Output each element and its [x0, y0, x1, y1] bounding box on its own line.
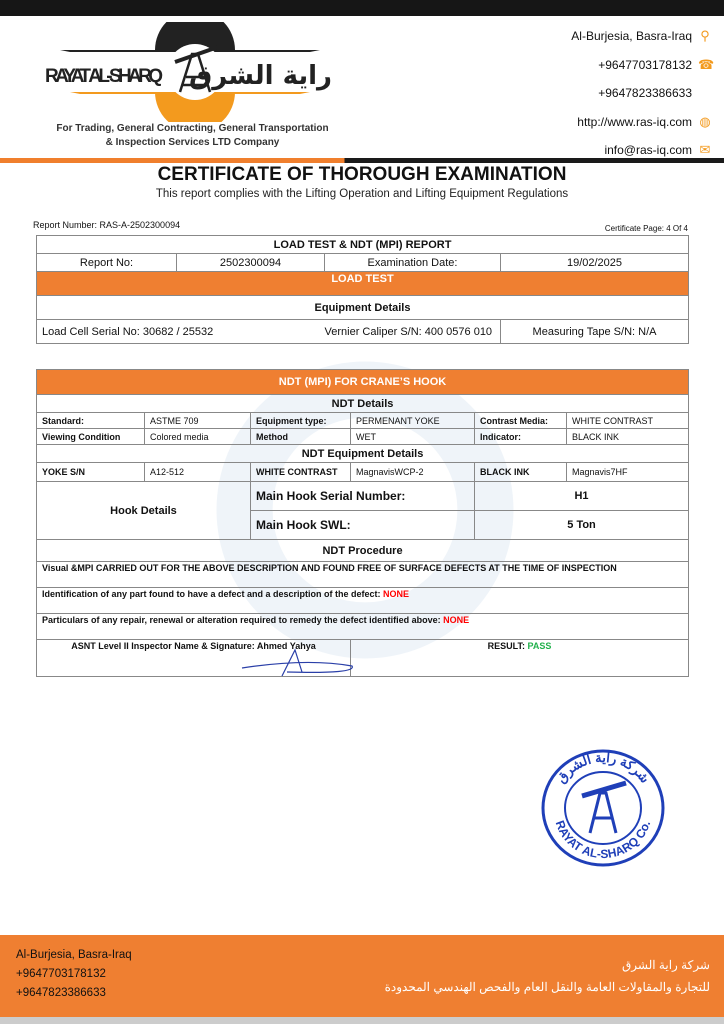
- load-test-heading: LOAD TEST: [37, 272, 689, 296]
- page-subtitle: This report complies with the Lifting Operation and Lifting Equipment Regulations: [155, 188, 569, 200]
- company-logo: [40, 22, 340, 122]
- footer: Al-Burjesia, Basra-Iraq +9647703178132 +9647823386633 شركة راية الشرق للتجارة والمقاولات العامة والنقل العام والفحص الهندسي المحدودة: [0, 935, 724, 1017]
- report-number: Report Number: RAS-A-2502300094: [33, 220, 181, 230]
- phone-icon: ☎: [698, 56, 715, 72]
- load-test-table: LOAD TEST & NDT (MPI) REPORT Report No: 2502300094 Examination Date: 19/02/2025 LOAD TEST Equipment Details Load Cell Serial No: 30682 / 25532 Vernier Caliper S/N: 400 0576 010 Measuring Tape S/N: N/A: [36, 235, 689, 344]
- top-bar: [0, 0, 724, 16]
- ndt-heading: NDT (MPI) FOR CRANE’S HOOK: [37, 370, 689, 395]
- svg-text:RAYAT AL-SHARQ Co.: RAYAT AL-SHARQ Co.: [552, 818, 654, 862]
- svg-text:شركة راية الشرق: شركة راية الشرق: [553, 749, 653, 786]
- globe-icon: ◍: [699, 113, 711, 129]
- company-tagline: For Trading, General Contracting, General Transportation & Inspection Services LTD Company: [56, 123, 329, 148]
- company-stamp: [540, 748, 666, 868]
- svg-text:RAYAT AL-SHARQ: RAYAT AL-SHARQ: [45, 66, 163, 87]
- location-pin-icon: ⚲: [700, 28, 710, 44]
- mail-icon: ✉: [699, 142, 711, 158]
- ndt-table: NDT (MPI) FOR CRANE’S HOOK NDT Details Standard: ASTME 709 Equipment type: PERMENANT YOKE Contrast Media: WHITE CONTRAST Viewing Condition Colored media Method WET Indicator: BLACK INK NDT Equipment Details YOKE S/N A12-512 WHITE CONTRAST MagnavisWCP-2 BLACK INK Magnavis7HF Hook Details Main Hook Serial Number: H1 Main Hook SWL: 5 Ton NDT Procedure Visual &MPI CARRIED OUT FOR THE ABOVE DESCRIPTION AND FOUND FREE OF SURFACE DEFECTS AT THE TIME OF INSPECTION Identification of any part found to have a defect and a description of the defect: NONE Particulars of any repair, renewal or alteration required to remedy the defect identified above: NONE ASNT Level II Inspector Name & Signature: Ahmed Yahya RESULT: PASS: [36, 369, 689, 677]
- svg-text:راية الشرق: راية الشرق: [188, 61, 332, 91]
- certificate-page: Certificate Page: 4 Of 4: [604, 224, 688, 233]
- email-link[interactable]: info@ras-iq.com: [604, 143, 692, 157]
- result: RESULT: PASS: [351, 640, 689, 677]
- header-divider: [0, 158, 724, 163]
- page-title: CERTIFICATE OF THOROUGH EXAMINATION: [157, 164, 567, 185]
- inspector-signature: ASNT Level II Inspector Name & Signature: Ahmed Yahya: [37, 640, 351, 677]
- bottom-bar: [0, 1017, 724, 1024]
- website-link[interactable]: http://www.ras-iq.com: [577, 114, 692, 129]
- contact-info: Al-Burjesia, Basra-Iraq ⚲ +9647703178132 ☎ +9647823386633 http://www.ras-iq.com ◍ info@ras-iq.com ✉: [571, 22, 712, 165]
- signature: [227, 648, 367, 678]
